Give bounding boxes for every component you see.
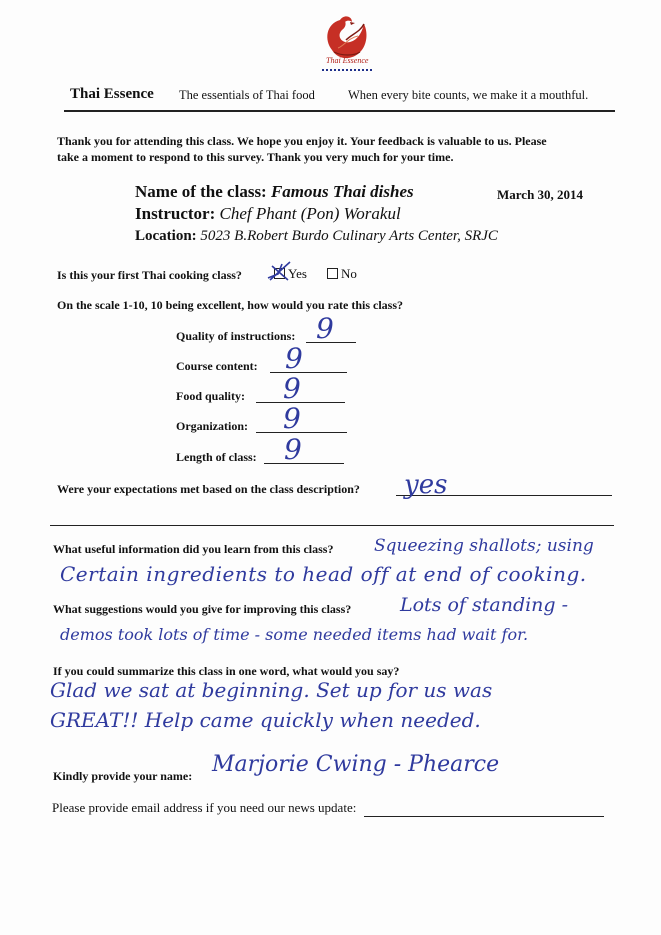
logo-thai-script <box>322 65 372 71</box>
instructor-value: Chef Phant (Pon) Worakul <box>219 204 401 223</box>
rating-value[interactable]: 9 <box>284 433 302 466</box>
location-value: 5023 B.Robert Burdo Culinary Arts Center, SRJC <box>200 228 498 244</box>
class-name-value: Famous Thai dishes <box>270 182 414 201</box>
name-label: Kindly provide your name: <box>53 769 193 783</box>
intro-text-1: Thank you for attending this class. We hope you enjoy it. Your feedback is valuable to us. Please <box>57 134 547 148</box>
first-class-question: Is this your first Thai cooking class? <box>57 268 242 282</box>
rating-line <box>270 372 347 373</box>
rating-value[interactable]: 9 <box>285 342 303 375</box>
first-class-no-option[interactable] <box>327 266 357 282</box>
rating-question: On the scale 1-10, 10 being excellent, how would you rate this class? <box>57 298 403 312</box>
no-label: No <box>341 266 357 281</box>
location-label: Location: <box>135 228 197 244</box>
rating-value[interactable]: 9 <box>316 312 334 345</box>
summary-answer-2[interactable]: GREAT!! Help came quickly when needed. <box>50 708 481 732</box>
header-rule <box>64 110 615 112</box>
suggestions-question: What suggestions would you give for improving this class? <box>53 602 352 616</box>
rating-label: Organization: <box>176 419 248 433</box>
rating-value[interactable]: 9 <box>283 372 301 405</box>
no-checkbox[interactable] <box>327 268 338 279</box>
expectations-answer[interactable]: yes <box>404 470 448 500</box>
email-label: Please provide email address if you need our news update: <box>52 800 357 815</box>
expectations-line-2 <box>50 525 614 526</box>
rating-label: Length of class: <box>176 450 257 464</box>
signature[interactable]: Marjorie Cwing - Phearce <box>212 752 500 777</box>
summary-answer-1[interactable]: Glad we sat at beginning. Set up for us was <box>50 678 493 702</box>
expectations-question: Were your expectations met based on the class description? <box>57 482 360 496</box>
intro-text-2: take a moment to respond to this survey. Thank you very much for your time. <box>57 150 454 164</box>
class-name-label: Name of the class: <box>135 182 267 201</box>
instructor-row <box>135 204 401 224</box>
instructor-label: Instructor: <box>135 204 216 223</box>
useful-answer-2[interactable]: Certain ingredients to head off at end of cooking. <box>60 562 587 586</box>
class-name-row <box>135 182 414 202</box>
location-row <box>135 228 498 245</box>
brand-name: Thai Essence <box>70 86 154 102</box>
useful-question: What useful information did you learn from this class? <box>53 542 334 556</box>
yes-check-mark <box>266 260 306 282</box>
swan-logo <box>318 10 378 78</box>
suggestions-answer-2[interactable]: demos took lots of time - some needed items had wait for. <box>60 625 529 644</box>
rating-label: Course content: <box>176 359 258 373</box>
useful-answer-1[interactable]: Squeezing shallots; using <box>374 536 594 556</box>
rating-value[interactable]: 9 <box>283 402 301 435</box>
brand-tagline: The essentials of Thai food <box>179 88 315 102</box>
brand-motto: When every bite counts, we make it a mouthful. <box>348 88 589 102</box>
rating-label: Quality of instructions: <box>176 329 296 343</box>
suggestions-answer-1[interactable]: Lots of standing - <box>400 594 569 616</box>
class-date: March 30, 2014 <box>497 187 584 202</box>
summary-question: If you could summarize this class in one word, what would you say? <box>53 664 400 678</box>
logo-text: Thai Essence <box>326 56 369 65</box>
rating-line <box>264 463 344 464</box>
yes-label: Yes <box>288 266 307 281</box>
rating-label: Food quality: <box>176 389 246 403</box>
email-input-line[interactable] <box>364 816 604 817</box>
